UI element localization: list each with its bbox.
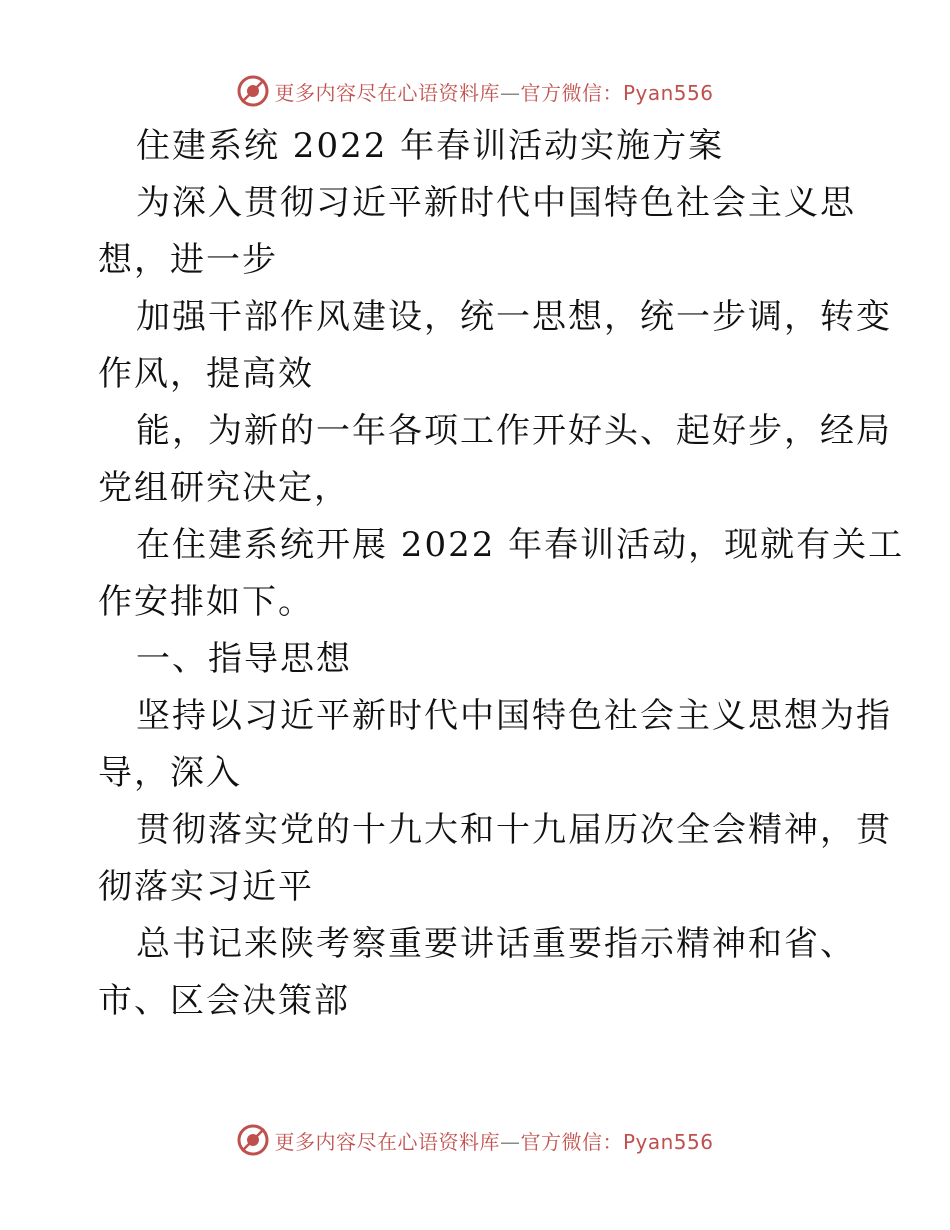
paragraph-line: 在住建系统开展 2022 年春训活动，现就有关工	[136, 525, 905, 565]
paragraph-line: 市、区会决策部	[98, 981, 350, 1021]
watermark-text	[274, 77, 713, 106]
header-watermark	[0, 71, 950, 111]
section-heading: 一、指导思想	[136, 639, 352, 679]
document-body	[98, 118, 905, 1030]
paragraph-line: 贯彻落实党的十九大和十九届历次全会精神，贯	[136, 810, 892, 850]
paragraph-line: 导，深入	[98, 753, 242, 793]
paragraph-line: 作安排如下。	[98, 582, 314, 622]
paragraph-line: 想，进一步	[98, 240, 278, 280]
watermark-separator: —	[499, 80, 521, 105]
paragraph-line: 总书记来陕考察重要讲话重要指示精神和省、	[136, 924, 856, 964]
watermark-suffix: 官方微信：Pyan556	[520, 80, 714, 105]
watermark-main: 更多内容尽在心语资料库	[274, 80, 500, 105]
footer-watermark	[0, 1120, 950, 1160]
paragraph-line: 坚持以习近平新时代中国特色社会主义思想为指	[136, 696, 892, 736]
paragraph-line: 作风，提高效	[98, 354, 314, 394]
paragraph-line: 能，为新的一年各项工作开好头、起好步，经局	[136, 411, 892, 451]
paragraph-line: 为深入贯彻习近平新时代中国特色社会主义思	[136, 183, 856, 223]
watermark-text	[274, 1126, 713, 1155]
logo-icon	[236, 1123, 270, 1157]
logo-icon	[236, 74, 270, 108]
paragraph-line: 彻落实习近平	[98, 867, 314, 907]
watermark-separator: —	[499, 1129, 521, 1154]
watermark-main: 更多内容尽在心语资料库	[274, 1129, 500, 1154]
document-title: 住建系统 2022 年春训活动实施方案	[136, 126, 725, 166]
paragraph-line: 党组研究决定，	[98, 468, 350, 508]
paragraph-line: 加强干部作风建设，统一思想，统一步调，转变	[136, 297, 892, 337]
watermark-suffix: 官方微信：Pyan556	[520, 1129, 714, 1154]
